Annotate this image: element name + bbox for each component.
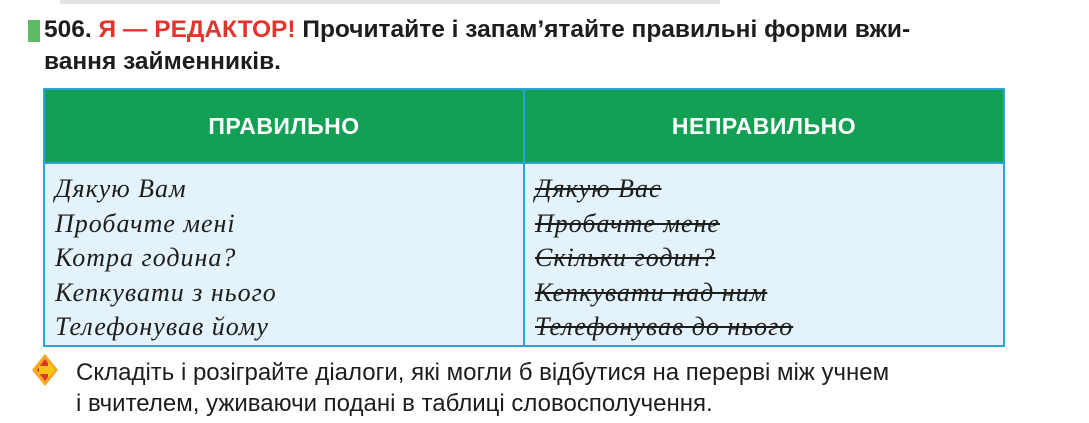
creative-task-line-2: і вчителем, уживаючи подані в таблиці словосполучення. (76, 390, 713, 417)
incorrect-form: Скільки годин? (535, 243, 716, 272)
correct-forms-cell (44, 163, 524, 346)
correct-form: Дякую Вам (55, 174, 187, 203)
exercise-task-text-continued: вання займенників. (44, 48, 281, 75)
table-row (44, 163, 1004, 346)
incorrect-form: Телефонував до нього (535, 312, 794, 341)
correct-form: Телефонував йому (55, 312, 269, 341)
exercise-header (44, 14, 1044, 78)
creative-task-line-1: Складіть і розіграйте діалоги, які могли б відбутися на перерві між учнем (76, 359, 890, 386)
pronoun-usage-table (43, 88, 1005, 347)
diamond-arrow-icon (30, 352, 60, 388)
correct-form: Кепкувати з нього (55, 277, 277, 307)
table-header-row (44, 89, 1004, 163)
column-header-correct: ПРАВИЛЬНО (44, 89, 524, 163)
correct-form: Пробачте мені (55, 208, 236, 238)
exercise-title: Я — РЕДАКТОР! (98, 16, 296, 43)
column-header-incorrect: НЕПРАВИЛЬНО (524, 89, 1004, 163)
creative-task (76, 357, 1056, 419)
exercise-header-line-1 (44, 14, 1044, 46)
cropped-previous-line (60, 0, 720, 4)
correct-form: Котра година? (55, 243, 237, 272)
exercise-task-text: Прочитайте і запам’ятайте правильні форми вжи- (302, 16, 911, 43)
incorrect-forms-cell (524, 163, 1004, 346)
exercise-marker (28, 20, 40, 42)
incorrect-form: Пробачте мене (535, 208, 720, 238)
exercise-number: 506. (44, 16, 92, 43)
incorrect-form: Дякую Вас (535, 174, 662, 203)
incorrect-form: Кепкувати над ним (535, 277, 768, 307)
